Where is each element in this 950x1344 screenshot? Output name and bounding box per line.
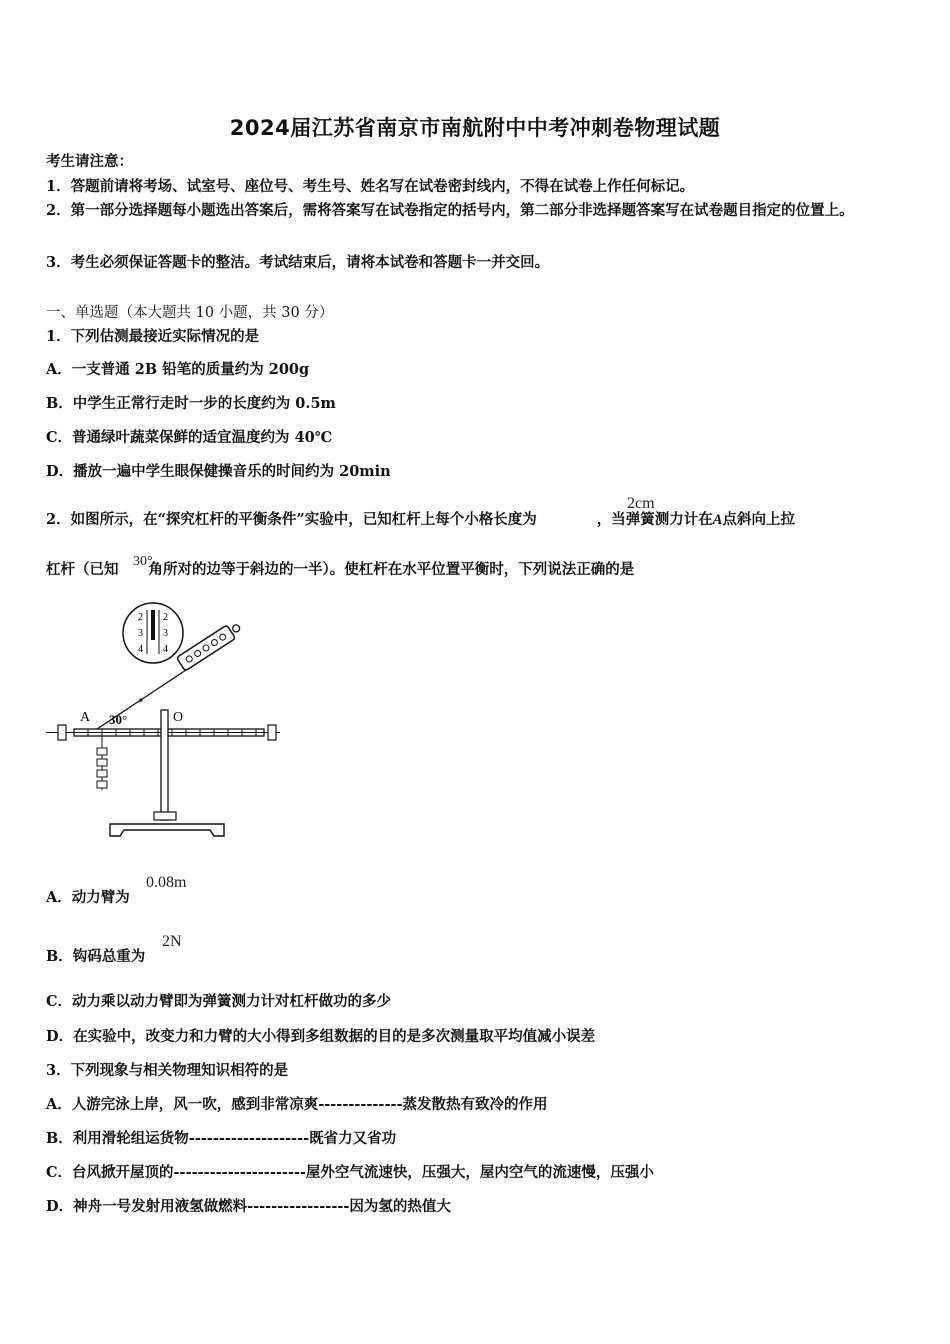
left-balance-nut <box>58 725 66 740</box>
q2-option-a-value: 0.08m <box>146 874 187 891</box>
q2-stem-line1 <box>46 510 795 530</box>
q2-point-a: A <box>712 512 723 528</box>
q2-option-b-value: 2N <box>162 933 182 950</box>
q2-stem-line2b: 角所对的边等于斜边的一半）。使杠杆在水平位置平衡时，下列说法正确的是 <box>148 561 635 578</box>
gauge-tick-left-2: 2 <box>138 612 143 623</box>
label-pivot-o: O <box>173 710 184 725</box>
page-title: 2024届江苏省南京市南航附中中考冲刺卷物理试题 <box>229 116 721 140</box>
gauge-tick-left-3: 3 <box>138 628 143 639</box>
notice-item-2: 2．第一部分选择题每小题选出答案后，需将答案写在试卷指定的括号内，第二部分非选择题答案写在试卷题目指定的位置上。 <box>46 202 854 219</box>
q2-angle-value: 30° <box>133 554 153 569</box>
stand-base <box>110 824 224 836</box>
hook-weight-2 <box>97 759 107 766</box>
q3-option-b: B．利用滑轮组运货物--------------------既省力又省功 <box>46 1130 397 1147</box>
notice-item-3: 3．考生必须保证答题卡的整洁。考试结束后，请将本试卷和答题卡一并交回。 <box>46 254 550 271</box>
q2-stem-part2: ，当弹簧测力计在 <box>596 511 713 528</box>
label-point-a: A <box>80 710 91 725</box>
spring-scale <box>176 620 243 671</box>
gauge-tick-right-3: 3 <box>163 628 168 639</box>
q3-option-d: D．神舟一号发射用液氢做燃料-----------------因为氢的热值大 <box>46 1198 451 1215</box>
spring-scale-body <box>176 625 235 671</box>
q1-option-d: D．播放一遍中学生眼保健操音乐的时间约为 20min <box>46 463 391 480</box>
q2-cell-length: 2cm <box>627 495 655 512</box>
hook-weight-1 <box>97 748 107 755</box>
lever-diagram <box>46 598 286 848</box>
hook-weight-4 <box>97 781 107 788</box>
q3-stem: 3．下列现象与相关物理知识相符的是 <box>46 1062 289 1079</box>
gauge-tick-right-2: 2 <box>163 612 168 623</box>
q2-option-d: D．在实验中，改变力和力臂的大小得到多组数据的目的是多次测量取平均值减小误差 <box>46 1028 596 1045</box>
notice-item-1: 1．答题前请将考场、试室号、座位号、考生号、姓名写在试卷密封线内，不得在试卷上作任何标记。 <box>46 178 695 195</box>
section-heading: 一、单选题（本大题共 10 小题，共 30 分） <box>46 305 334 321</box>
q2-option-b: B．钩码总重为 <box>46 948 146 965</box>
q2-stem-part1: 2．如图所示，在“探究杠杆的平衡条件”实验中，已知杠杆上每个小格长度为 <box>46 511 537 528</box>
gauge-tick-left-4: 4 <box>138 644 143 655</box>
right-balance-nut <box>268 725 276 740</box>
q2-option-a: A．动力臂为 <box>46 889 130 906</box>
lever-figure <box>46 598 286 848</box>
q2-option-c: C．动力乘以动力臂即为弹簧测力计对杠杆做功的多少 <box>46 993 392 1010</box>
q1-option-a: A．一支普通 2B 铅笔的质量约为 200g <box>46 361 310 378</box>
spring-scale-ring <box>231 624 241 634</box>
q2-stem-part3: 点斜向上拉 <box>722 511 795 528</box>
q3-option-a: A．人游完泳上岸，风一吹，感到非常凉爽--------------蒸发散热有致冷的作用 <box>46 1096 548 1113</box>
stand-clamp <box>154 812 176 820</box>
label-angle: 30° <box>109 712 128 727</box>
q2-stem-line2a: 杠杆（已知 <box>46 561 119 578</box>
q1-option-c: C．普通绿叶蔬菜保鲜的适宜温度约为 40℃ <box>46 429 333 446</box>
gauge-pointer-bar <box>151 610 155 640</box>
gauge-tick-right-4: 4 <box>163 644 168 655</box>
notice-heading: 考生请注意： <box>46 153 133 170</box>
q3-option-c: C．台风掀开屋顶的----------------------屋外空气流速快，压强大，屋内空气的流速慢，压强小 <box>46 1164 654 1181</box>
q1-stem: 1．下列估测最接近实际情况的是 <box>46 328 260 345</box>
string-marker <box>139 698 142 701</box>
q1-option-b: B．中学生正常行走时一步的长度约为 0.5m <box>46 395 336 412</box>
hook-weight-3 <box>97 770 107 777</box>
stand-pole <box>161 710 168 820</box>
